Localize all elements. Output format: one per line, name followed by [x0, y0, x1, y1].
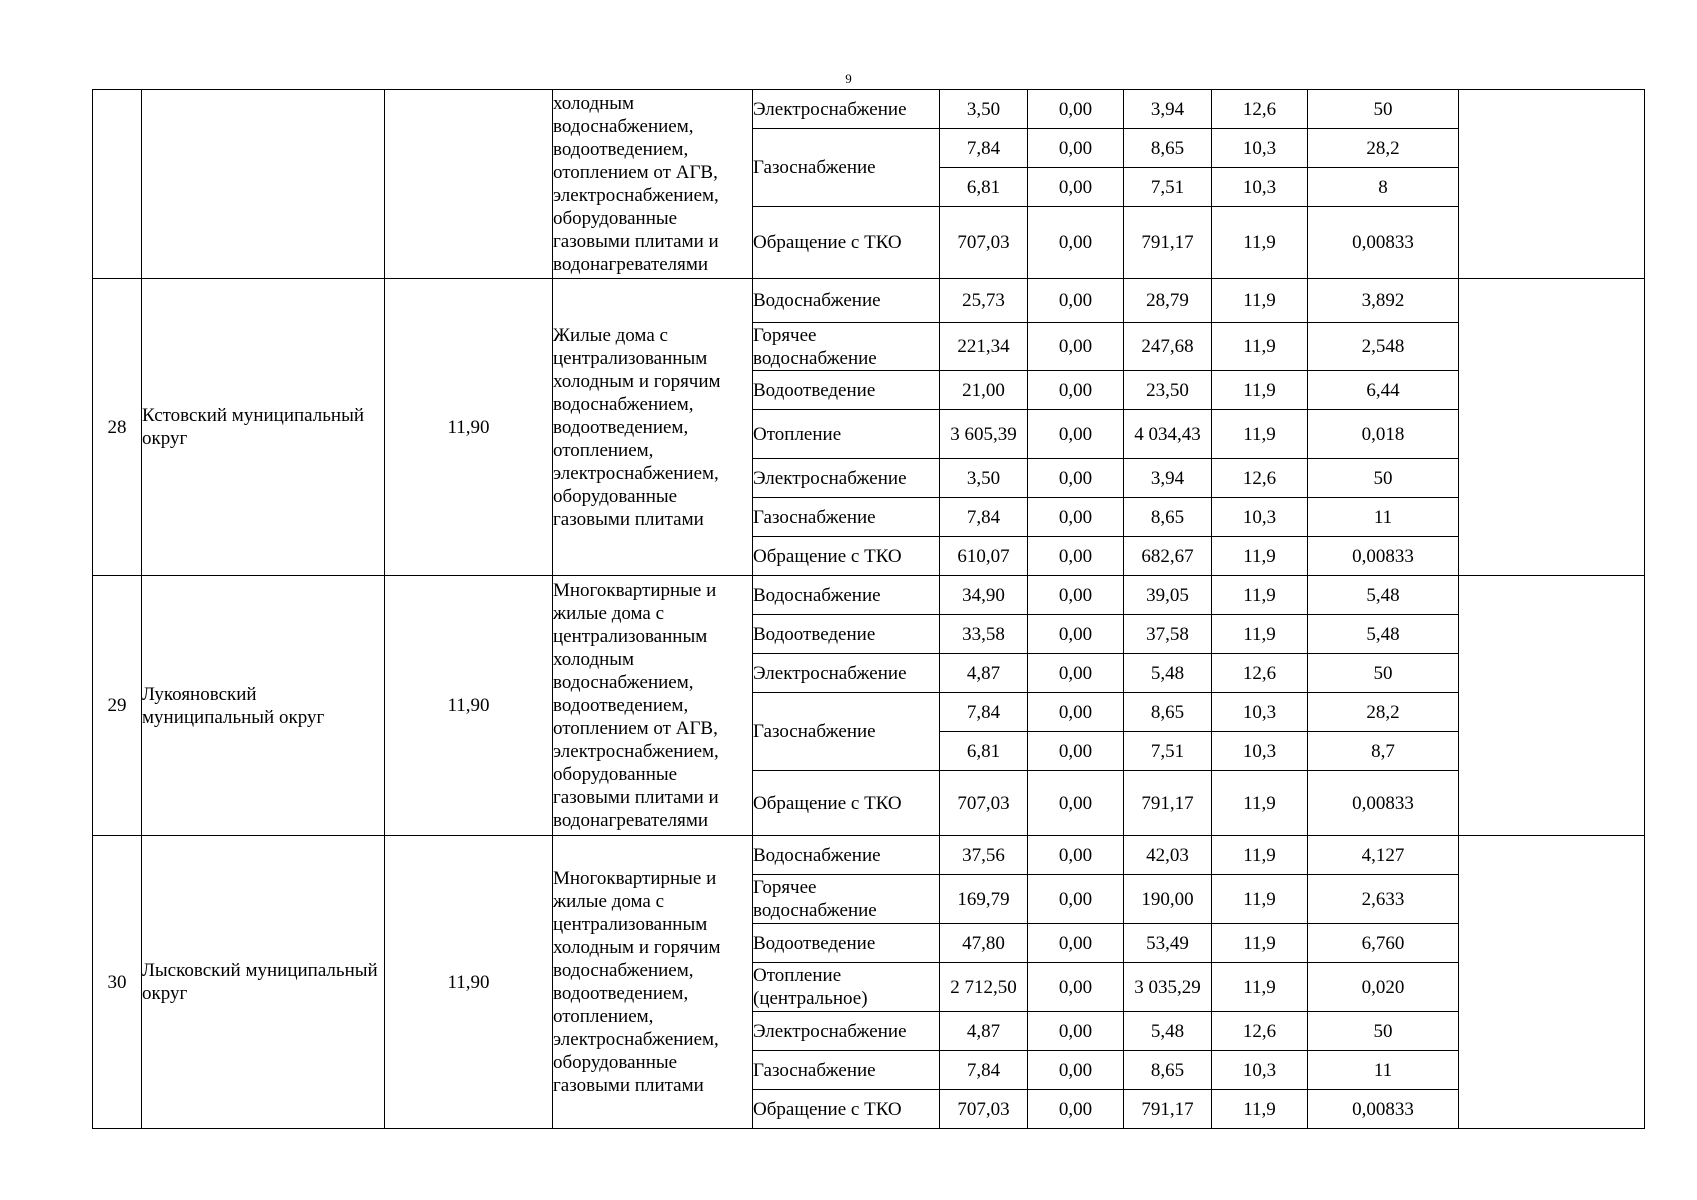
- service-name: Электроснабжение: [753, 90, 940, 129]
- service-name: Газоснабжение: [753, 693, 940, 771]
- value-cell: 707,03: [940, 207, 1028, 279]
- service-name: Водоотведение: [753, 615, 940, 654]
- table-row: [93, 576, 1645, 615]
- value-cell: 6,760: [1308, 924, 1459, 963]
- municipality-name: Лысковский муниципальный округ: [142, 836, 385, 1129]
- value-cell: 11,9: [1212, 963, 1308, 1012]
- value-cell: 2,633: [1308, 875, 1459, 924]
- index-value: [385, 90, 553, 279]
- value-cell: 0,00: [1028, 90, 1124, 129]
- value-cell: 8,7: [1308, 732, 1459, 771]
- value-cell: 0,00833: [1308, 207, 1459, 279]
- value-cell: 4,87: [940, 654, 1028, 693]
- value-cell: 12,6: [1212, 1012, 1308, 1051]
- housing-description: Многоквартирные и жилые дома с централизованным холодным и горячим водоснабжением, водоотведением, отоплением, электроснабжением, оборудованные газовыми плитами: [553, 836, 753, 1129]
- value-cell: 7,84: [940, 129, 1028, 168]
- value-cell: 50: [1308, 90, 1459, 129]
- municipality-name: Кстовский муниципальный округ: [142, 279, 385, 576]
- value-cell: 0,00: [1028, 1090, 1124, 1129]
- value-cell: 707,03: [940, 1090, 1028, 1129]
- value-cell: 0,00: [1028, 279, 1124, 323]
- value-cell: 3,50: [940, 90, 1028, 129]
- value-cell: 33,58: [940, 615, 1028, 654]
- value-cell: 791,17: [1124, 771, 1212, 836]
- value-cell: 7,84: [940, 498, 1028, 537]
- value-cell: 3 605,39: [940, 410, 1028, 459]
- value-cell: 11,9: [1212, 576, 1308, 615]
- value-cell: 0,00833: [1308, 537, 1459, 576]
- value-cell: 3,94: [1124, 90, 1212, 129]
- value-cell: 28,79: [1124, 279, 1212, 323]
- housing-description: Жилые дома с централизованным холодным и горячим водоснабжением, водоотведением, отоплением, электроснабжением, оборудованные газовыми плитами: [553, 279, 753, 576]
- row-number: 29: [93, 576, 142, 836]
- value-cell: 0,00: [1028, 207, 1124, 279]
- value-cell: 6,81: [940, 168, 1028, 207]
- value-cell: 0,00: [1028, 371, 1124, 410]
- row-number: 30: [93, 836, 142, 1129]
- value-cell: 50: [1308, 459, 1459, 498]
- value-cell: 42,03: [1124, 836, 1212, 875]
- empty-cell: [1459, 90, 1645, 279]
- tariff-table: [92, 89, 1645, 1129]
- service-name: Газоснабжение: [753, 1051, 940, 1090]
- municipality-name: Лукояновский муниципальный округ: [142, 576, 385, 836]
- page-number: 9: [845, 71, 852, 86]
- value-cell: 0,00: [1028, 537, 1124, 576]
- value-cell: 10,3: [1212, 129, 1308, 168]
- value-cell: 791,17: [1124, 1090, 1212, 1129]
- value-cell: 23,50: [1124, 371, 1212, 410]
- value-cell: 10,3: [1212, 1051, 1308, 1090]
- value-cell: 11,9: [1212, 279, 1308, 323]
- value-cell: 11: [1308, 498, 1459, 537]
- value-cell: 0,00: [1028, 732, 1124, 771]
- value-cell: 3,892: [1308, 279, 1459, 323]
- value-cell: 3,50: [940, 459, 1028, 498]
- value-cell: 25,73: [940, 279, 1028, 323]
- value-cell: 0,020: [1308, 963, 1459, 1012]
- row-number: 28: [93, 279, 142, 576]
- value-cell: 5,48: [1124, 654, 1212, 693]
- value-cell: 11,9: [1212, 924, 1308, 963]
- index-value: 11,90: [385, 836, 553, 1129]
- value-cell: 0,00: [1028, 924, 1124, 963]
- service-name: Обращение с ТКО: [753, 771, 940, 836]
- value-cell: 0,00: [1028, 576, 1124, 615]
- value-cell: 11,9: [1212, 615, 1308, 654]
- service-name: Отопление: [753, 410, 940, 459]
- value-cell: 10,3: [1212, 168, 1308, 207]
- value-cell: 11,9: [1212, 410, 1308, 459]
- value-cell: 4,127: [1308, 836, 1459, 875]
- value-cell: 5,48: [1124, 1012, 1212, 1051]
- table-row: [93, 836, 1645, 875]
- value-cell: 707,03: [940, 771, 1028, 836]
- empty-cell: [1459, 279, 1645, 576]
- value-cell: 221,34: [940, 323, 1028, 371]
- value-cell: 3 035,29: [1124, 963, 1212, 1012]
- value-cell: 0,00: [1028, 168, 1124, 207]
- value-cell: 0,00: [1028, 129, 1124, 168]
- index-value: 11,90: [385, 576, 553, 836]
- value-cell: 7,84: [940, 1051, 1028, 1090]
- value-cell: 4,87: [940, 1012, 1028, 1051]
- value-cell: 6,44: [1308, 371, 1459, 410]
- table-row: [93, 279, 1645, 323]
- value-cell: 12,6: [1212, 459, 1308, 498]
- value-cell: 11,9: [1212, 771, 1308, 836]
- value-cell: 37,56: [940, 836, 1028, 875]
- value-cell: 0,00: [1028, 654, 1124, 693]
- value-cell: 169,79: [940, 875, 1028, 924]
- value-cell: 2 712,50: [940, 963, 1028, 1012]
- value-cell: 0,00833: [1308, 771, 1459, 836]
- value-cell: 10,3: [1212, 693, 1308, 732]
- value-cell: 11,9: [1212, 836, 1308, 875]
- value-cell: 0,00: [1028, 963, 1124, 1012]
- value-cell: 0,00: [1028, 1051, 1124, 1090]
- service-name: Отопление (центральное): [753, 963, 940, 1012]
- empty-cell: [1459, 836, 1645, 1129]
- value-cell: 6,81: [940, 732, 1028, 771]
- value-cell: 0,00: [1028, 410, 1124, 459]
- value-cell: 0,00: [1028, 875, 1124, 924]
- service-name: Горячее водоснабжение: [753, 323, 940, 371]
- value-cell: 8: [1308, 168, 1459, 207]
- value-cell: 53,49: [1124, 924, 1212, 963]
- service-name: Электроснабжение: [753, 654, 940, 693]
- value-cell: 39,05: [1124, 576, 1212, 615]
- value-cell: 11,9: [1212, 537, 1308, 576]
- service-name: Обращение с ТКО: [753, 1090, 940, 1129]
- service-name: Обращение с ТКО: [753, 207, 940, 279]
- municipality-name: [142, 90, 385, 279]
- value-cell: 0,00: [1028, 836, 1124, 875]
- value-cell: 11,9: [1212, 207, 1308, 279]
- service-name: Горячее водоснабжение: [753, 875, 940, 924]
- value-cell: 50: [1308, 654, 1459, 693]
- value-cell: 11: [1308, 1051, 1459, 1090]
- value-cell: 21,00: [940, 371, 1028, 410]
- value-cell: 0,00: [1028, 693, 1124, 732]
- value-cell: 37,58: [1124, 615, 1212, 654]
- value-cell: 0,00: [1028, 615, 1124, 654]
- service-name: Обращение с ТКО: [753, 537, 940, 576]
- value-cell: 12,6: [1212, 90, 1308, 129]
- service-name: Электроснабжение: [753, 459, 940, 498]
- value-cell: 50: [1308, 1012, 1459, 1051]
- value-cell: 11,9: [1212, 323, 1308, 371]
- value-cell: 34,90: [940, 576, 1028, 615]
- value-cell: 190,00: [1124, 875, 1212, 924]
- service-name: Водоснабжение: [753, 836, 940, 875]
- index-value: 11,90: [385, 279, 553, 576]
- value-cell: 791,17: [1124, 207, 1212, 279]
- value-cell: 8,65: [1124, 498, 1212, 537]
- value-cell: 0,00: [1028, 323, 1124, 371]
- service-name: Водоотведение: [753, 371, 940, 410]
- value-cell: 10,3: [1212, 732, 1308, 771]
- value-cell: 8,65: [1124, 129, 1212, 168]
- empty-cell: [1459, 576, 1645, 836]
- value-cell: 12,6: [1212, 654, 1308, 693]
- row-number: [93, 90, 142, 279]
- value-cell: 0,00: [1028, 1012, 1124, 1051]
- value-cell: 247,68: [1124, 323, 1212, 371]
- housing-description: Многоквартирные и жилые дома с централизованным холодным водоснабжением, водоотведением, отоплением от АГВ, электроснабжением, оборудованные газовыми плитами и водонагревателями: [553, 576, 753, 836]
- value-cell: 28,2: [1308, 129, 1459, 168]
- value-cell: 7,84: [940, 693, 1028, 732]
- value-cell: 0,00: [1028, 771, 1124, 836]
- value-cell: 5,48: [1308, 615, 1459, 654]
- value-cell: 5,48: [1308, 576, 1459, 615]
- value-cell: 11,9: [1212, 1090, 1308, 1129]
- service-name: Водоснабжение: [753, 576, 940, 615]
- value-cell: 2,548: [1308, 323, 1459, 371]
- value-cell: 0,00: [1028, 498, 1124, 537]
- value-cell: 0,018: [1308, 410, 1459, 459]
- value-cell: 7,51: [1124, 732, 1212, 771]
- value-cell: 8,65: [1124, 1051, 1212, 1090]
- value-cell: 7,51: [1124, 168, 1212, 207]
- value-cell: 0,00: [1028, 459, 1124, 498]
- value-cell: 10,3: [1212, 498, 1308, 537]
- service-name: Водоотведение: [753, 924, 940, 963]
- value-cell: 4 034,43: [1124, 410, 1212, 459]
- housing-description: холодным водоснабжением, водоотведением, отоплением от АГВ, электроснабжением, оборудованные газовыми плитами и водонагревателями: [553, 90, 753, 279]
- table-row: [93, 90, 1645, 129]
- value-cell: 682,67: [1124, 537, 1212, 576]
- value-cell: 28,2: [1308, 693, 1459, 732]
- value-cell: 47,80: [940, 924, 1028, 963]
- service-name: Газоснабжение: [753, 129, 940, 207]
- value-cell: 11,9: [1212, 371, 1308, 410]
- value-cell: 0,00833: [1308, 1090, 1459, 1129]
- service-name: Электроснабжение: [753, 1012, 940, 1051]
- value-cell: 3,94: [1124, 459, 1212, 498]
- service-name: Газоснабжение: [753, 498, 940, 537]
- service-name: Водоснабжение: [753, 279, 940, 323]
- value-cell: 610,07: [940, 537, 1028, 576]
- value-cell: 8,65: [1124, 693, 1212, 732]
- value-cell: 11,9: [1212, 875, 1308, 924]
